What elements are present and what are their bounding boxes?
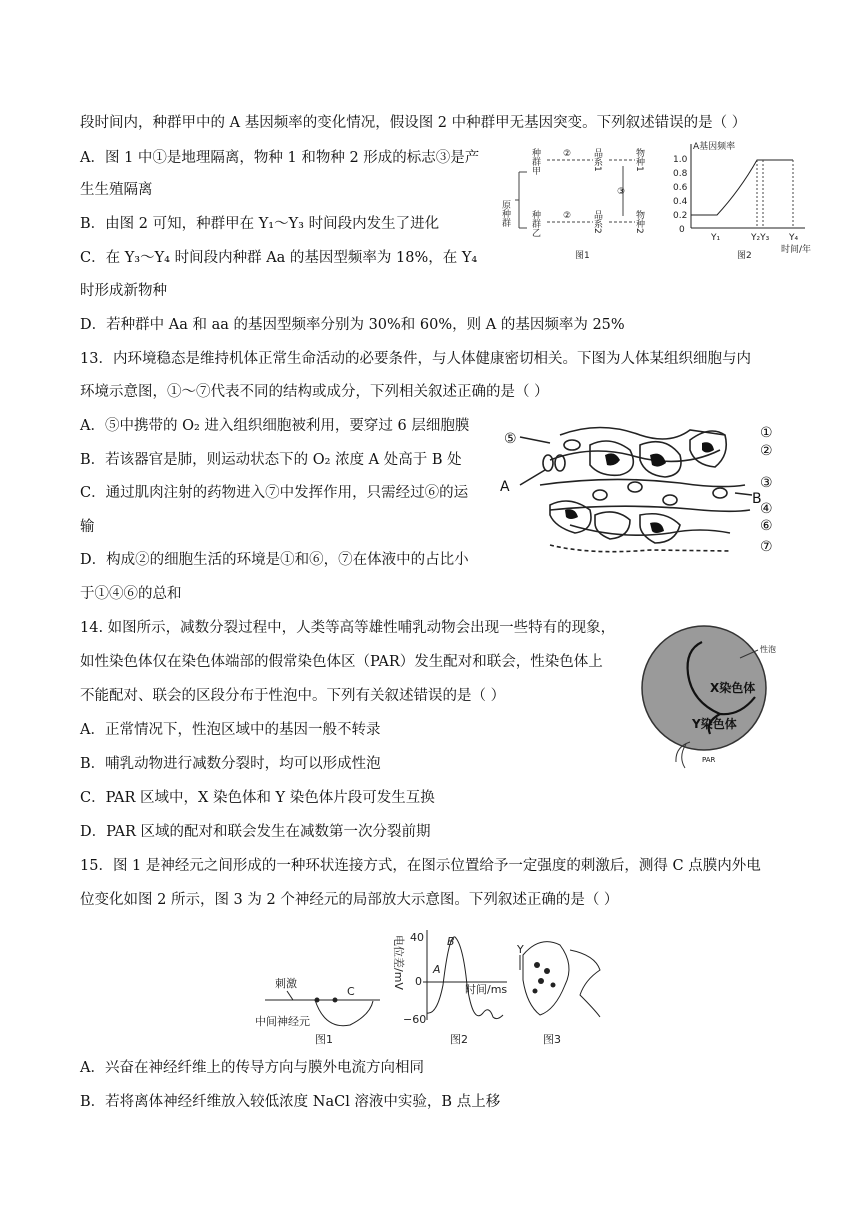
- f2-ytick-4: 0.4: [673, 197, 688, 207]
- label-7: ⑦: [760, 539, 773, 555]
- f2-caption: 图2: [737, 251, 752, 261]
- q15-option-a: A．兴奋在神经纤维上的传导方向与膜外电流方向相同: [80, 1060, 424, 1076]
- f15-stim: 刺激: [275, 977, 297, 990]
- f2-ytick-2: 0.8: [673, 169, 688, 179]
- q15-stem: 15．图 1 是神经元之间形成的一种环状连接方式，在图示位置给予一定强度的刺激后，测得 C 点膜内外电: [80, 858, 761, 874]
- q13-option-d-cont: 于①④⑥的总和: [80, 586, 182, 602]
- f2-xlabel: 时间/年: [781, 245, 812, 255]
- q14-option-b: B．哺乳动物进行减数分裂时，均可以形成性泡: [80, 756, 381, 772]
- f15-y-label: Y: [517, 943, 524, 956]
- label-sex-vesicle: 性泡: [760, 645, 776, 654]
- f2-xtick-3: Y₄: [789, 233, 799, 243]
- f1-strain-2: 品系2: [592, 210, 602, 234]
- f15-cap3: 图3: [543, 1033, 561, 1046]
- q13-option-c: C．通过肌肉注射的药物进入⑦中发挥作用，只需经过⑥的运: [80, 485, 469, 501]
- q14-option-d: D．PAR 区域的配对和联会发生在减数第一次分裂前期: [80, 824, 431, 840]
- label-a: A: [500, 479, 510, 495]
- label-3: ③: [760, 475, 773, 491]
- f2-xtick-2: Y₂Y₃: [751, 233, 770, 243]
- q14-stem-cont1: 如性染色体仅在染色体端部的假常染色体区（PAR）发生配对和联会，性染色体上: [80, 654, 603, 670]
- q12-option-a-cont: 生生殖隔离: [80, 182, 153, 198]
- f1-pop-a: 种群甲: [530, 148, 540, 175]
- f15-cap2: 图2: [450, 1033, 468, 1046]
- q13-option-a: A．⑤中携带的 O₂ 进入组织细胞被利用，要穿过 6 层细胞膜: [80, 418, 470, 434]
- f15-xlabel: 时间/ms: [465, 983, 508, 996]
- q13-option-d: D．构成②的细胞生活的环境是①和⑥，⑦在体液中的占比小: [80, 552, 469, 568]
- q13-stem-cont: 环境示意图，①～⑦代表不同的结构或成分，下列相关叙述正确的是（ ）: [80, 384, 549, 400]
- q12-option-c-cont: 时形成新物种: [80, 283, 167, 299]
- f1-caption: 图1: [575, 251, 590, 261]
- f15-y40: 40: [410, 931, 424, 944]
- f2-ytick-1: 1.0: [673, 155, 688, 165]
- q12-figure: [500, 140, 815, 265]
- f15-interneuron: 中间神经元: [255, 1015, 310, 1028]
- label-5: ⑤: [504, 431, 517, 447]
- f2-ytick-5: 0.2: [673, 211, 688, 221]
- f1-mark-3: ③: [617, 187, 626, 197]
- f2-ylabel: A基因频率: [693, 142, 736, 152]
- f1-species-2: 物种2: [634, 210, 644, 234]
- label-x-chrom: X染色体: [710, 681, 756, 695]
- f1-pop-b: 种群乙: [530, 210, 540, 237]
- q14-stem-cont2: 不能配对、联会的区段分布于性泡中。下列有关叙述错误的是（ ）: [80, 688, 506, 704]
- f15-cap1: 图1: [315, 1033, 333, 1046]
- f2-ytick-6: 0: [679, 225, 685, 235]
- f1-mark-2a: ②: [563, 149, 572, 159]
- f1-strain-1: 品系1: [592, 148, 602, 172]
- q14-stem: 14. 如图所示，减数分裂过程中，人类等高等雄性哺乳动物会出现一些特有的现象，: [80, 620, 616, 636]
- f15-c-point: C: [347, 985, 355, 998]
- q12-option-d: D．若种群中 Aa 和 aa 的基因型频率分别为 30%和 60%，则 A 的基因频率为 25%: [80, 317, 625, 333]
- f15-point-b: B: [447, 935, 455, 948]
- label-2: ②: [760, 443, 773, 459]
- f2-xtick-1: Y₁: [711, 233, 721, 243]
- q14-option-a: A．正常情况下，性泡区域中的基因一般不转录: [80, 722, 381, 738]
- label-y-chrom: Y染色体: [692, 717, 737, 731]
- label-4: ④: [760, 501, 773, 517]
- q15-figure: [255, 925, 605, 1050]
- q13-stem: 13．内环境稳态是维持机体正常生命活动的必要条件，与人体健康密切相关。下图为人体某组织细胞与内: [80, 351, 751, 367]
- q15-option-b: B．若将离体神经纤维放入较低浓度 NaCl 溶液中实验，B 点上移: [80, 1094, 501, 1110]
- q13-option-b: B．若该器官是肺，则运动状态下的 O₂ 浓度 A 处高于 B 处: [80, 452, 462, 468]
- q13-option-c-cont: 输: [80, 519, 95, 535]
- f1-mark-2b: ②: [563, 211, 572, 221]
- f15-y0: 0: [415, 975, 422, 988]
- q12-option-c: C．在 Y₃～Y₄ 时间段内种群 Aa 的基因型频率为 18%，在 Y₄: [80, 250, 478, 266]
- q14-figure: [630, 622, 800, 770]
- f1-species-1: 物种1: [634, 148, 644, 172]
- f1-origin-label: 原种群: [500, 200, 510, 227]
- f15-point-a: A: [433, 963, 441, 976]
- label-6: ⑥: [760, 518, 773, 534]
- q12-stem-tail: 段时间内，种群甲中的 A 基因频率的变化情况，假设图 2 中种群甲无基因突变。下列叙述错误的是（ ）: [80, 115, 747, 131]
- q12-option-a: A．图 1 中①是地理隔离，物种 1 和物种 2 形成的标志③是产: [80, 150, 480, 166]
- f15-ylabel: 电位差/mV: [392, 935, 405, 990]
- label-par: PAR: [702, 756, 716, 764]
- q13-figure: [490, 415, 790, 565]
- f2-ytick-3: 0.6: [673, 183, 688, 193]
- f15-yneg60: −60: [403, 1013, 427, 1026]
- label-b: B: [752, 491, 762, 507]
- label-1: ①: [760, 425, 773, 441]
- q12-option-b: B．由图 2 可知，种群甲在 Y₁～Y₃ 时间段内发生了进化: [80, 216, 440, 232]
- q15-stem-cont: 位变化如图 2 所示，图 3 为 2 个神经元的局部放大示意图。下列叙述正确的是（ ）: [80, 892, 619, 908]
- q14-option-c: C．PAR 区域中，X 染色体和 Y 染色体片段可发生互换: [80, 790, 435, 806]
